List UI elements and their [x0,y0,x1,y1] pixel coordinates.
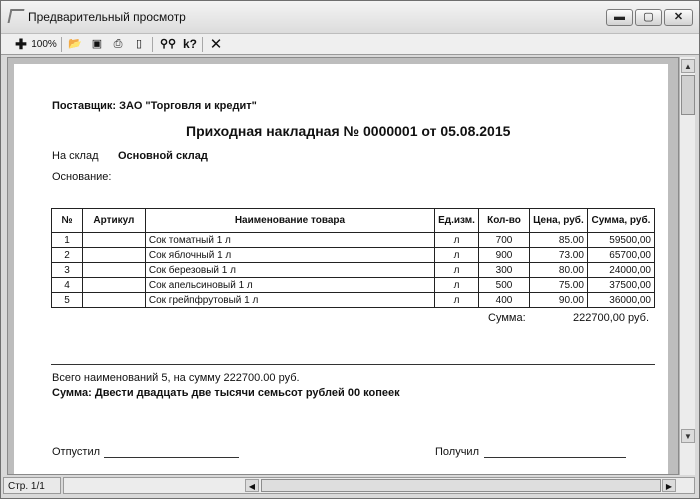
zoom-level[interactable]: 100% [31,39,57,50]
cell-unit: л [435,278,479,293]
help-icon[interactable]: k? [182,37,197,51]
sum-value: 222700,00 руб. [573,312,650,324]
header-unit: Ед.изм. [435,209,479,233]
cell-article [82,278,145,293]
cell-product-name: Сок яблочный 1 л [145,248,434,263]
invoice-heading: Приходная накладная № 0000001 от 05.08.2015 [186,123,511,139]
zoom-icon[interactable]: ✚ [15,36,27,52]
print-icon[interactable]: ⎙ [113,38,123,50]
basis-label: Основание: [52,171,112,183]
cell-amount: 37500,00 [587,278,654,293]
sum-label: Сумма: [488,312,526,324]
window-title: Предварительный просмотр [28,10,186,24]
received-signature-line [484,457,626,458]
toolbar [1,33,699,55]
cell-article [82,248,145,263]
binoculars-icon[interactable]: ⚲⚲ [159,38,177,50]
table-row [52,233,655,248]
cell-number: 3 [52,263,83,278]
table-row [52,263,655,278]
cell-quantity: 400 [479,293,530,308]
page-status: Стр. 1/1 [3,477,61,494]
cell-quantity: 500 [479,278,530,293]
open-folder-icon[interactable]: 📂 [68,38,82,50]
items-table [51,208,655,308]
cell-unit: л [435,233,479,248]
cell-amount: 65700,00 [587,248,654,263]
page-left-border [8,58,14,475]
cell-article [82,233,145,248]
table-row [52,293,655,308]
cell-unit: л [435,263,479,278]
released-by-label: Отпустил [52,446,101,458]
scroll-right-button[interactable]: ▶ [662,479,676,492]
toolbar-separator [61,37,62,52]
header-product-name: Наименование товара [145,209,434,233]
header-article: Артикул [82,209,145,233]
cell-unit: л [435,248,479,263]
vertical-scrollbar[interactable] [679,57,695,475]
cell-price: 75.00 [529,278,587,293]
horizontal-scrollbar[interactable] [63,477,695,494]
scroll-up-button[interactable]: ▲ [681,59,695,73]
cell-unit: л [435,293,479,308]
cell-price: 85.00 [529,233,587,248]
cell-number: 5 [52,293,83,308]
cell-price: 80.00 [529,263,587,278]
sum-in-words: Сумма: Двести двадцать две тысячи семьсот рублей 00 копеек [52,387,400,399]
table-row [52,248,655,263]
page-top-border [8,58,672,64]
table-row [52,278,655,293]
title-bar[interactable] [1,1,699,33]
cell-product-name: Сок березовый 1 л [145,263,434,278]
cell-quantity: 900 [479,248,530,263]
header-amount: Сумма, руб. [587,209,654,233]
table-header-row [52,209,655,233]
supplier-line: Поставщик: ЗАО "Торговля и кредит" [52,100,257,112]
scroll-left-button[interactable]: ◀ [245,479,259,492]
cell-number: 4 [52,278,83,293]
cell-price: 73.00 [529,248,587,263]
cell-number: 2 [52,248,83,263]
app-icon [8,9,25,23]
maximize-button[interactable]: ▢ [635,9,662,26]
cell-amount: 24000,00 [587,263,654,278]
cell-amount: 59500,00 [587,233,654,248]
header-price: Цена, руб. [529,209,587,233]
cell-product-name: Сок грейпфрутовый 1 л [145,293,434,308]
cell-article [82,263,145,278]
cell-price: 90.00 [529,293,587,308]
header-quantity: Кол-во [479,209,530,233]
cell-amount: 36000,00 [587,293,654,308]
divider-line [51,364,655,365]
cell-quantity: 700 [479,233,530,248]
cell-quantity: 300 [479,263,530,278]
vertical-scroll-thumb[interactable] [681,75,695,115]
warehouse-label: На склад [52,150,99,162]
close-preview-icon[interactable]: ✕ [209,36,223,53]
toolbar-separator [202,37,203,52]
warehouse-value: Основной склад [118,150,208,162]
close-window-button[interactable]: ✕ [664,9,693,26]
minimize-button[interactable]: ▬ [606,9,633,26]
released-signature-line [104,457,239,458]
cell-number: 1 [52,233,83,248]
page-right-border [668,58,679,475]
cell-product-name: Сок апельсиновый 1 л [145,278,434,293]
cell-article [82,293,145,308]
received-by-label: Получил [435,446,479,458]
total-items-line: Всего наименований 5, на сумму 222700.00 руб. [52,372,300,384]
horizontal-scroll-thumb[interactable] [261,479,661,492]
header-number: № [52,209,83,233]
toolbar-separator [152,37,153,52]
save-icon[interactable]: ▣ [91,38,103,50]
page-setup-icon[interactable]: ▯ [135,38,143,50]
cell-product-name: Сок томатный 1 л [145,233,434,248]
scroll-down-button[interactable]: ▼ [681,429,695,443]
